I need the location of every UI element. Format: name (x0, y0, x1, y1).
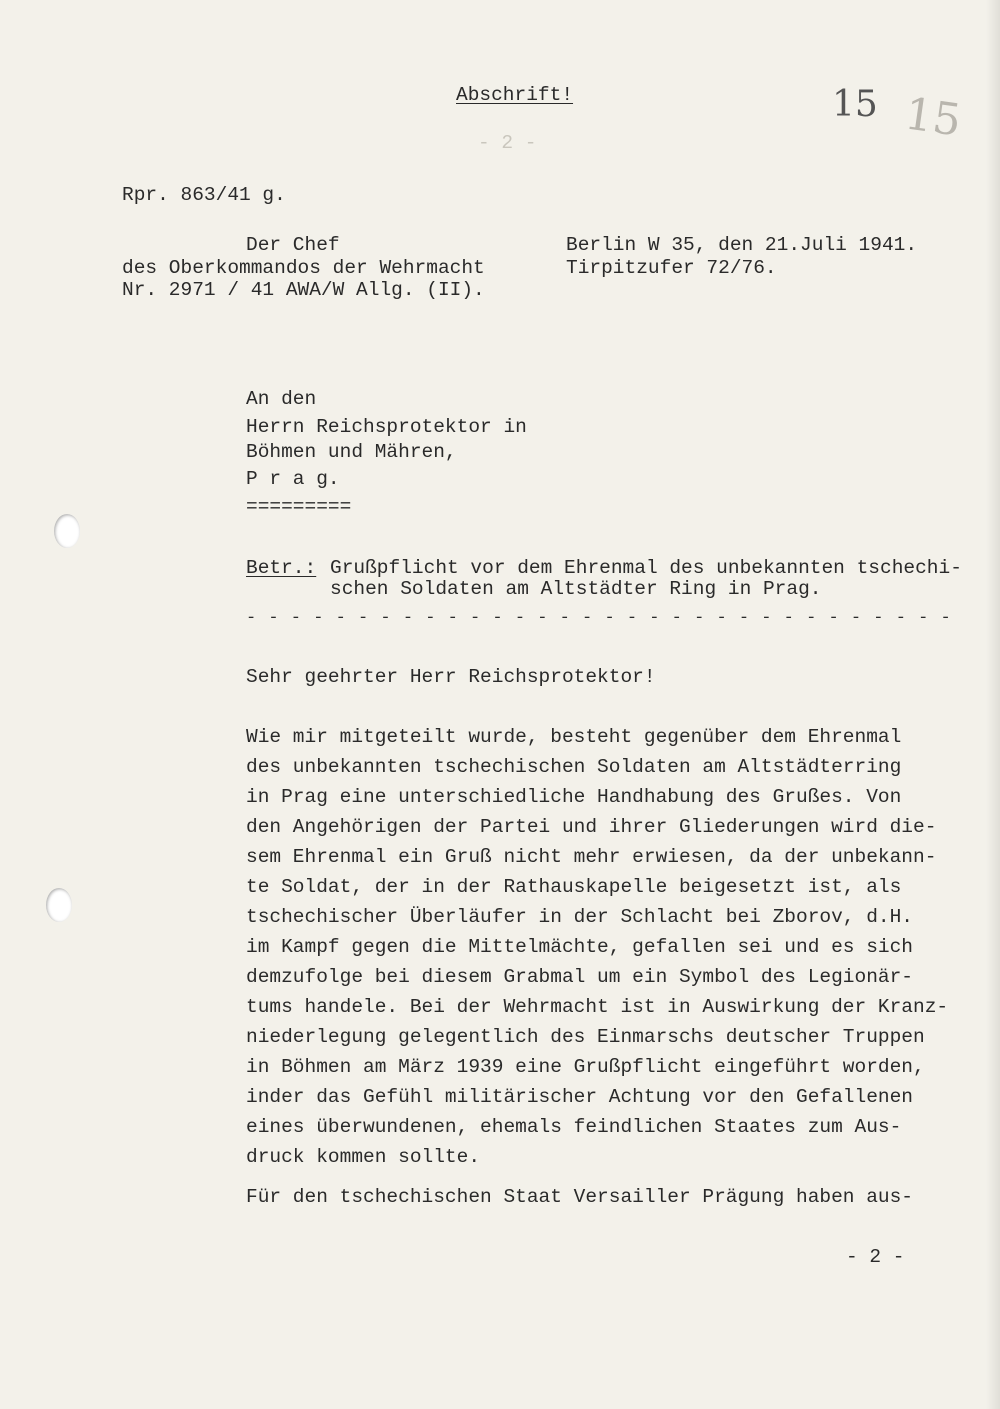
document-title: Abschrift! (456, 84, 574, 106)
body-line: tschechischer Überläufer in der Schlacht bei Zborov, d.H. (246, 906, 914, 928)
body-line: Wie mir mitgeteilt wurde, besteht gegenüber dem Ehrenmal (246, 726, 902, 748)
faint-page-marker: - 2 - (478, 132, 537, 154)
pencil-folio-mark: 15 (901, 88, 965, 147)
subject-line-1: Grußpflicht vor dem Ehrenmal des unbekannten tschechi- (330, 557, 962, 579)
body-line: druck kommen sollte. (246, 1146, 481, 1168)
sender-office: des Oberkommandos der Wehrmacht (122, 257, 485, 279)
sender-file-number: Nr. 2971 / 41 AWA/W Allg. (II). (122, 279, 485, 301)
punch-hole-lower (46, 888, 72, 922)
body-line: demzufolge bei diesem Grabmal um ein Symbol des Legionär- (246, 966, 914, 988)
recipient-line-2: Herrn Reichsprotektor in (246, 416, 527, 438)
reference-number: Rpr. 863/41 g. (122, 184, 286, 206)
recipient-city: P r a g. (246, 468, 340, 490)
body-line: te Soldat, der in der Rathauskapelle beigesetzt ist, als (246, 876, 902, 898)
recipient-line-1: An den (246, 388, 317, 410)
address-street: Tirpitzufer 72/76. (566, 257, 777, 279)
body-line: niederlegung gelegentlich des Einmarschs deutscher Truppen (246, 1026, 925, 1048)
folio-number: 15 (832, 84, 878, 125)
body-line: inder das Gefühl militärischer Achtung vor den Gefallenen (246, 1086, 914, 1108)
subject-line-2: schen Soldaten am Altstädter Ring in Prag. (330, 578, 822, 600)
subject-separator: - - - - - - - - - - - - - - - - - - - - - - - - - - - - - - - - (246, 609, 952, 628)
recipient-line-3: Böhmen und Mähren, (246, 441, 457, 463)
subject-label: Betr.: (246, 557, 317, 579)
place-date: Berlin W 35, den 21.Juli 1941. (566, 234, 918, 256)
body-line: im Kampf gegen die Mittelmächte, gefallen sei und es sich (246, 936, 914, 958)
body-line: sem Ehrenmal ein Gruß nicht mehr erwiesen, da der unbekann- (246, 846, 937, 868)
body-line: den Angehörigen der Partei und ihrer Gliederungen wird die- (246, 816, 937, 838)
continuation-line: Für den tschechischen Staat Versailler Prägung haben aus- (246, 1186, 914, 1208)
next-page-marker: - 2 - (846, 1246, 905, 1268)
salutation: Sehr geehrter Herr Reichsprotektor! (246, 666, 656, 688)
body-line: tums handele. Bei der Wehrmacht ist in Auswirkung der Kranz- (246, 996, 949, 1018)
body-line: in Prag eine unterschiedliche Handhabung des Grußes. Von (246, 786, 902, 808)
body-line: eines überwundenen, ehemals feindlichen Staates zum Aus- (246, 1116, 902, 1138)
sender-title: Der Chef (246, 234, 340, 256)
body-line: des unbekannten tschechischen Soldaten am Altstädterring (246, 756, 902, 778)
punch-hole-upper (54, 514, 80, 548)
body-line: in Böhmen am März 1939 eine Grußpflicht eingeführt worden, (246, 1056, 925, 1078)
recipient-underline-marks: ========= (246, 496, 352, 518)
